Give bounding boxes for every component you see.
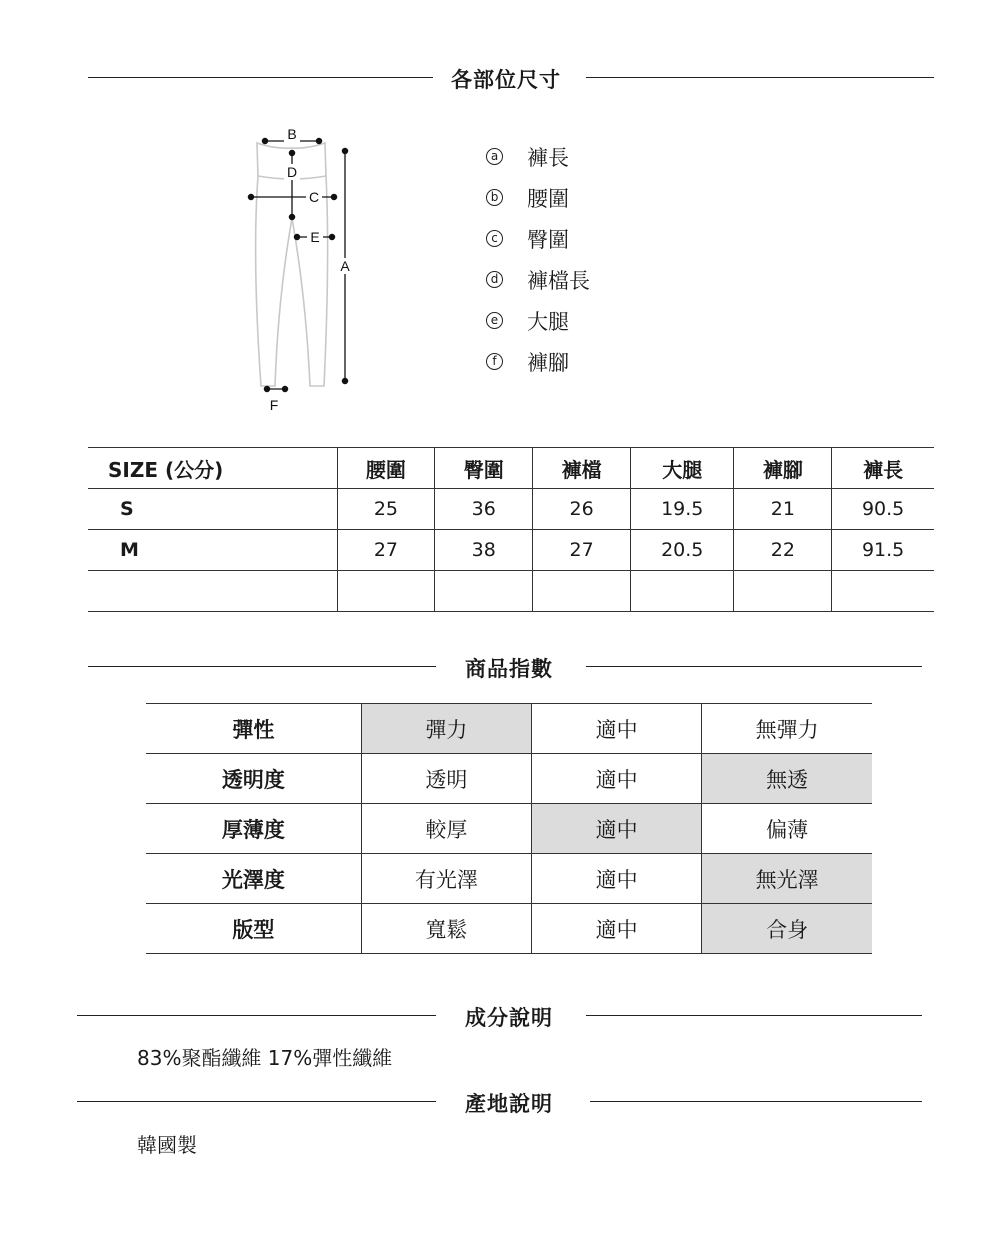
label-a: A (340, 258, 350, 274)
table-cell: 25 (337, 489, 435, 530)
divider-right (590, 1101, 922, 1102)
table-cell: 20.5 (631, 530, 734, 571)
divider-left (88, 77, 433, 78)
label-f: F (269, 397, 279, 413)
origin-text: 韓國製 (137, 1133, 197, 1157)
divider-left (88, 666, 436, 667)
legend-mark-c: c (486, 230, 503, 247)
table-row (146, 904, 872, 954)
table-cell (832, 571, 934, 612)
table-cell: 21 (734, 489, 832, 530)
material-section-header (0, 996, 1000, 1036)
legend-item (486, 259, 686, 300)
index-option: 適中 (532, 904, 702, 954)
label-d: D (286, 164, 298, 180)
measurements-title: 各部位尺寸 (451, 68, 561, 92)
legend-mark-a: a (486, 148, 503, 165)
legend-label: 褲檔長 (527, 268, 590, 293)
header-waist: 腰圍 (337, 448, 435, 489)
legend-label: 臀圍 (527, 227, 569, 252)
index-option: 寬鬆 (361, 904, 531, 954)
index-name: 透明度 (146, 754, 361, 804)
table-row (146, 804, 872, 854)
header-rise: 褲檔 (533, 448, 631, 489)
legend-item (486, 136, 686, 177)
header-hip: 臀圍 (435, 448, 533, 489)
index-option: 適中 (532, 704, 702, 754)
table-row (146, 854, 872, 904)
legend-item (486, 218, 686, 259)
index-option: 無彈力 (702, 704, 872, 754)
legend-label: 腰圍 (527, 186, 569, 211)
table-cell: 91.5 (832, 530, 934, 571)
index-option: 合身 (702, 904, 872, 954)
index-option: 適中 (532, 754, 702, 804)
label-b: B (287, 126, 297, 142)
measurements-section-header (0, 58, 1000, 98)
table-cell (435, 571, 533, 612)
divider-right (586, 666, 922, 667)
table-cell (533, 571, 631, 612)
divider-left (77, 1015, 436, 1016)
index-option: 無光澤 (702, 854, 872, 904)
table-cell: 27 (337, 530, 435, 571)
legend-item (486, 341, 686, 382)
legend-item (486, 177, 686, 218)
table-row (88, 571, 934, 612)
table-cell: 90.5 (832, 489, 934, 530)
size-label: S (88, 489, 337, 530)
table-row (88, 530, 934, 571)
divider-right (586, 1015, 922, 1016)
divider-left (77, 1101, 436, 1102)
index-section-header (0, 647, 1000, 687)
table-row (146, 704, 872, 754)
table-cell: 38 (435, 530, 533, 571)
header-hem: 褲腳 (734, 448, 832, 489)
material-text: 83%聚酯纖維 17%彈性纖維 (137, 1046, 393, 1070)
legend-item (486, 300, 686, 341)
size-table (88, 447, 934, 612)
index-option: 彈力 (361, 704, 531, 754)
legend-mark-b: b (486, 189, 503, 206)
index-name: 彈性 (146, 704, 361, 754)
legend-label: 大腿 (527, 309, 569, 334)
index-option: 透明 (361, 754, 531, 804)
size-label (88, 571, 337, 612)
header-size: SIZE (公分) (88, 448, 337, 489)
table-cell (631, 571, 734, 612)
legend-label: 褲長 (527, 145, 569, 170)
index-option: 無透 (702, 754, 872, 804)
legend-label: 褲腳 (527, 350, 569, 375)
label-e: E (310, 229, 320, 245)
legend-mark-d: d (486, 271, 503, 288)
table-cell: 27 (533, 530, 631, 571)
origin-title: 產地說明 (465, 1092, 553, 1116)
table-cell: 22 (734, 530, 832, 571)
index-option: 較厚 (361, 804, 531, 854)
table-row (146, 754, 872, 804)
table-cell (337, 571, 435, 612)
pants-measurement-diagram (240, 118, 370, 418)
product-index-table (146, 703, 872, 954)
index-name: 版型 (146, 904, 361, 954)
material-title: 成分說明 (465, 1006, 553, 1030)
table-row (88, 489, 934, 530)
size-label: M (88, 530, 337, 571)
header-thigh: 大腿 (631, 448, 734, 489)
index-name: 厚薄度 (146, 804, 361, 854)
label-c: C (308, 189, 320, 205)
measurement-legend (486, 136, 686, 382)
table-cell: 36 (435, 489, 533, 530)
index-option: 適中 (532, 804, 702, 854)
index-name: 光澤度 (146, 854, 361, 904)
index-option: 適中 (532, 854, 702, 904)
header-length: 褲長 (832, 448, 934, 489)
index-title: 商品指數 (465, 657, 553, 681)
table-cell (734, 571, 832, 612)
table-cell: 19.5 (631, 489, 734, 530)
legend-mark-e: e (486, 312, 503, 329)
origin-section-header (0, 1082, 1000, 1122)
legend-mark-f: f (486, 353, 503, 370)
size-table-header (88, 448, 934, 489)
table-cell: 26 (533, 489, 631, 530)
index-option: 偏薄 (702, 804, 872, 854)
index-option: 有光澤 (361, 854, 531, 904)
divider-right (586, 77, 934, 78)
